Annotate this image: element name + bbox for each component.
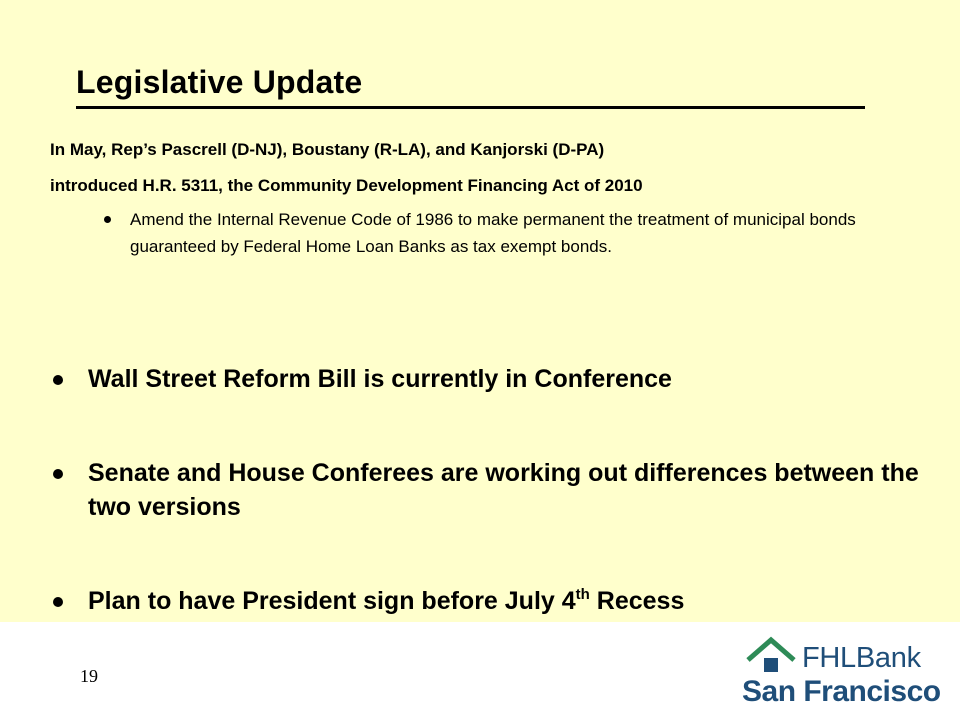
slide-title: Legislative Update xyxy=(76,64,363,100)
intro-line-2: introduced H.R. 5311, the Community Development Financing Act of 2010 xyxy=(50,176,643,195)
main-bullet-item xyxy=(50,584,948,618)
bullet-dot-icon xyxy=(104,216,111,223)
logo-text-fhlbank: FHLBank xyxy=(802,642,921,674)
page-number: 19 xyxy=(80,666,98,686)
main-bullet-text: Plan to have President sign before July 4 xyxy=(88,587,576,615)
bullet-dot-icon xyxy=(53,375,63,385)
main-bullet-text: Senate and House Conferees are working out differences between the two versions xyxy=(88,459,919,521)
main-bullet-item xyxy=(50,456,948,524)
title-underline xyxy=(76,106,865,109)
main-bullet-superscript: th xyxy=(575,586,590,603)
intro-line-1: In May, Rep’s Pascrell (D-NJ), Boustany (R-LA), and Kanjorski (D-PA) xyxy=(50,140,605,159)
bullet-dot-icon xyxy=(53,469,63,479)
fhlbank-logo xyxy=(740,636,945,714)
intro-paragraph xyxy=(50,132,930,204)
bullet-dot-icon xyxy=(53,597,63,607)
main-bullet-text: Wall Street Reform Bill is currently in Conference xyxy=(88,365,672,393)
sub-bullet-text: Amend the Internal Revenue Code of 1986 to make permanent the treatment of municipal bonds guaranteed by Federal Home Loan Banks as tax exempt bonds. xyxy=(130,210,856,256)
main-bullet-suffix: Recess xyxy=(589,587,685,615)
logo-text-san-francisco: San Francisco xyxy=(742,675,941,708)
sub-bullet-item xyxy=(104,206,894,260)
sub-bullet-list xyxy=(104,206,894,260)
main-bullet-item xyxy=(50,362,948,396)
